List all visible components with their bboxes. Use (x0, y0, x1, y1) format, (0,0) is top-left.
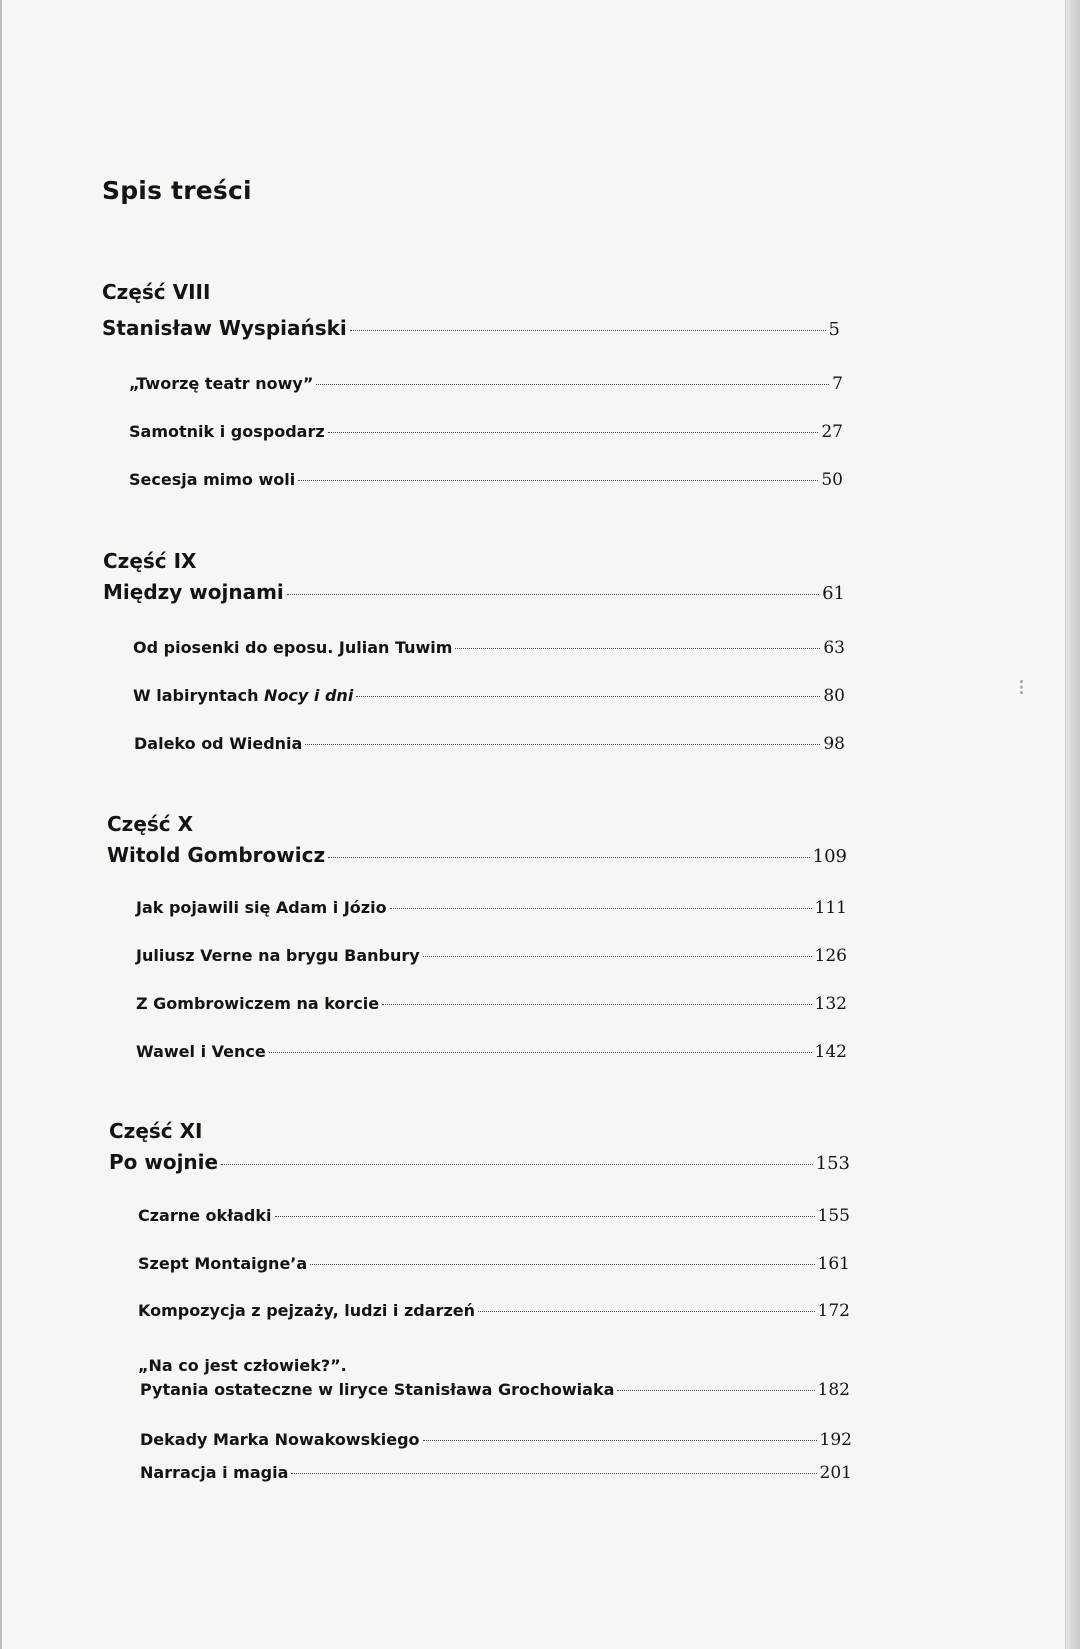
page-number: 111 (814, 898, 847, 918)
page-number: 132 (814, 994, 847, 1014)
toc-chapter-entry (134, 734, 845, 754)
page-number: 27 (821, 422, 843, 442)
page-number: 7 (832, 374, 843, 394)
entry-label-line: „Na co jest człowiek?”. (138, 1356, 347, 1375)
page-number: 126 (814, 946, 847, 966)
entry-label-prefix: W labiryntach (133, 686, 265, 705)
toc-main-entry (107, 843, 847, 867)
toc-main-entry (103, 580, 845, 604)
toc-chapter-entry (136, 994, 847, 1014)
dot-leader (356, 696, 820, 697)
page-number: 109 (812, 846, 847, 867)
toc-chapter-entry (140, 1463, 852, 1483)
toc-chapter-entry (138, 1254, 850, 1274)
part-heading: Część VIII (102, 280, 211, 304)
page-number: 142 (814, 1042, 847, 1062)
toc-chapter-entry (136, 1042, 847, 1062)
entry-label: Od piosenki do eposu. Julian Tuwim (133, 638, 453, 657)
page-number: 50 (821, 470, 843, 490)
dot-leader (423, 956, 812, 957)
entry-label-italic: Nocy i dni (264, 686, 354, 705)
dot-leader (305, 744, 820, 745)
dot-leader (478, 1311, 815, 1312)
entry-label: Narracja i magia (140, 1463, 289, 1482)
entry-label: Szept Montaigne’a (138, 1254, 308, 1273)
toc-chapter-entry (133, 686, 845, 706)
dot-leader (382, 1004, 811, 1005)
dot-leader (291, 1473, 816, 1474)
page-number: 182 (817, 1380, 850, 1400)
entry-label: Czarne okładki (138, 1206, 272, 1225)
toc-main-entry (102, 316, 840, 340)
dot-leader (455, 648, 820, 649)
toc-main-entry (109, 1150, 850, 1174)
entry-label: Witold Gombrowicz (107, 843, 326, 867)
page-edge (1066, 0, 1080, 1649)
dot-leader (269, 1052, 812, 1053)
toc-chapter-entry (129, 470, 843, 490)
toc-chapter-entry (138, 1301, 850, 1321)
dot-leader (298, 480, 818, 481)
dot-leader (316, 384, 829, 385)
toc-chapter-entry (129, 374, 843, 394)
page-number: 192 (819, 1430, 852, 1450)
part-heading: Część XI (109, 1119, 203, 1143)
entry-label (133, 686, 353, 705)
dot-leader (328, 857, 810, 858)
dot-leader (275, 1216, 815, 1217)
part-heading: Część IX (103, 549, 197, 573)
entry-label: Z Gombrowiczem na korcie (136, 994, 380, 1013)
dot-leader (287, 594, 819, 595)
dot-leader (423, 1440, 817, 1441)
dot-leader (350, 330, 826, 331)
toc-chapter-entry (140, 1430, 852, 1450)
entry-label: Secesja mimo woli (129, 470, 296, 489)
toc-chapter-entry (136, 946, 847, 966)
toc-chapter-entry (129, 422, 843, 442)
dot-leader (617, 1390, 814, 1391)
page-number: 172 (817, 1301, 850, 1321)
page-number: 161 (817, 1254, 850, 1274)
entry-label: Po wojnie (109, 1150, 219, 1174)
part-heading: Część X (107, 812, 194, 836)
entry-label: Między wojnami (103, 580, 284, 604)
entry-label: Jak pojawili się Adam i Józio (136, 898, 387, 917)
entry-label: Wawel i Vence (136, 1042, 266, 1061)
dot-leader (221, 1164, 813, 1165)
page-number: 63 (823, 638, 845, 658)
entry-label: Daleko od Wiednia (134, 734, 303, 753)
dot-leader (310, 1264, 814, 1265)
toc-chapter-entry (140, 1380, 850, 1400)
entry-label: Stanisław Wyspiański (102, 316, 347, 340)
page-number: 155 (817, 1206, 850, 1226)
toc-chapter-entry (138, 1206, 850, 1226)
dot-leader (328, 432, 819, 433)
entry-label: Pytania ostateczne w liryce Stanisława Grochowiaka (140, 1380, 615, 1399)
entry-label: Dekady Marka Nowakowskiego (140, 1430, 420, 1449)
entry-label: Juliusz Verne na brygu Banbury (136, 946, 420, 965)
page-number: 61 (822, 583, 845, 604)
paper-blemish-mark: ⁝ (1018, 676, 1025, 701)
page-number: 153 (815, 1153, 850, 1174)
toc-chapter-entry (136, 898, 847, 918)
toc-chapter-entry (133, 638, 845, 658)
entry-label: Samotnik i gospodarz (129, 422, 325, 441)
entry-label: „Tworzę teatr nowy” (129, 374, 314, 393)
dot-leader (390, 908, 812, 909)
page-number: 5 (828, 319, 840, 340)
page-number: 80 (823, 686, 845, 706)
page-number: 98 (823, 734, 845, 754)
page-number: 201 (819, 1463, 852, 1483)
entry-label: Kompozycja z pejzaży, ludzi i zdarzeń (138, 1301, 475, 1320)
page-title: Spis treści (102, 176, 252, 205)
